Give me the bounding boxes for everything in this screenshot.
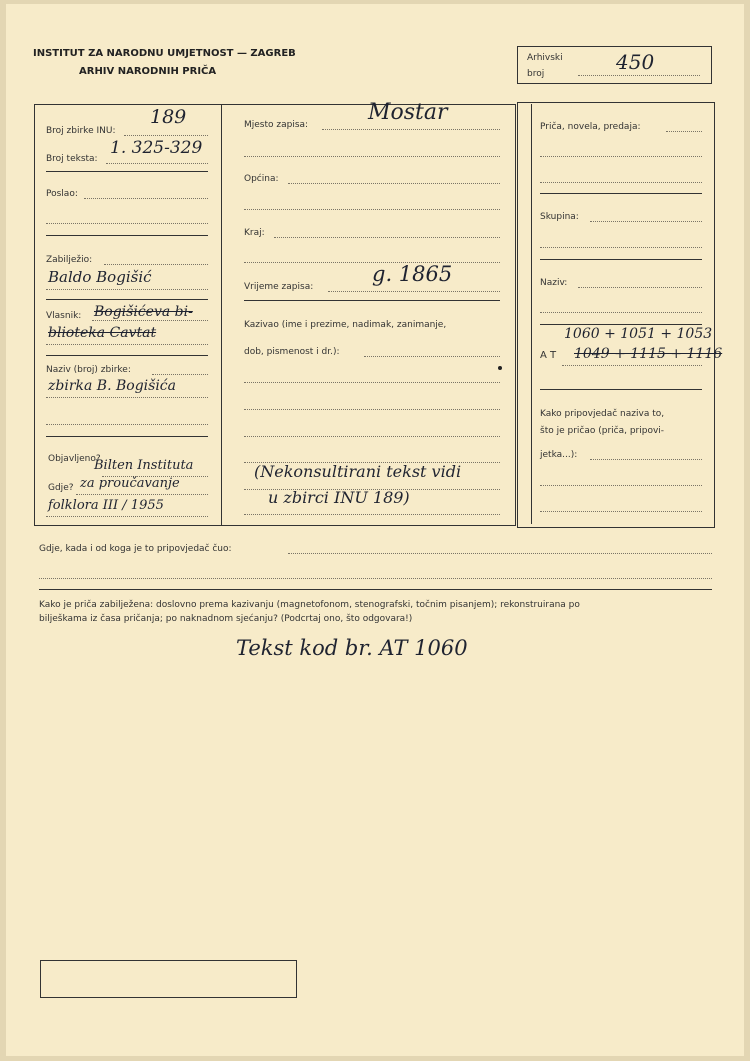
vrijeme-label: Vrijeme zapisa:	[244, 282, 314, 292]
kako-label-3: jetka...):	[540, 450, 578, 460]
gdje-kada-label: Gdje, kada i od koga je to pripovjedač čuo:	[39, 544, 232, 554]
broj-zbirke-label: Broj zbirke INU:	[46, 126, 116, 136]
archive-number-value: 450	[616, 50, 655, 74]
at-label: A T	[540, 350, 557, 361]
prica-label: Priča, novela, predaja:	[540, 122, 641, 132]
naziv-zbirke-label: Naziv (broj) zbirke:	[46, 365, 131, 375]
mjesto-label: Mjesto zapisa:	[244, 120, 309, 130]
kako-zabiljezena-line-2: bilješkama iz časa pričanja; po naknadnom sjećanju? (Podcrtaj ono, što odgovara!)	[39, 614, 413, 624]
kako-zabiljezena-line-1: Kako je priča zabilježena: doslovno prema kazivanju (magnetofonom, stenografski, točnim pisanjem); rekonstruirana po	[39, 600, 580, 610]
note-line-2: u zbirci INU 189)	[268, 488, 410, 507]
at-numbers-line-1: 1060 + 1051 + 1053	[564, 326, 713, 342]
vlasnik-label: Vlasnik:	[46, 311, 82, 321]
kazivao-label-2: dob, pismenost i dr.):	[244, 347, 340, 357]
archive-number-box	[517, 46, 712, 84]
mjesto-value: Mostar	[368, 100, 448, 125]
skupina-label: Skupina:	[540, 212, 579, 222]
objavljeno-value-2: za proučavanje	[80, 476, 180, 491]
poslao-label: Poslao:	[46, 189, 78, 199]
vlasnik-value-1: Bogišićeva bi-	[94, 304, 193, 320]
objavljeno-value-1: Bilten Instituta	[94, 458, 194, 473]
institute-title: INSTITUT ZA NARODNU UMJETNOST — ZAGREB	[33, 48, 296, 59]
broj-zbirke-value: 189	[150, 106, 187, 128]
kraj-label: Kraj:	[244, 228, 265, 238]
zabiljezio-label: Zabilježio:	[46, 255, 93, 265]
vrijeme-value: g. 1865	[372, 262, 453, 286]
archive-card	[6, 4, 744, 1056]
kako-label-1: Kako pripovjedač naziva to,	[540, 409, 665, 419]
kazivao-label-1: Kazivao (ime i prezime, nadimak, zanimanje,	[244, 320, 447, 330]
broj-teksta-value: 1. 325-329	[110, 138, 203, 158]
naziv-label: Naziv:	[540, 278, 568, 288]
tekst-note: Tekst kod br. AT 1060	[236, 636, 468, 660]
at-numbers-line-2: 1049 + 1115 + 1116	[574, 346, 723, 362]
vlasnik-value-2: blioteka Cavtat	[48, 325, 157, 341]
broj-teksta-label: Broj teksta:	[46, 154, 98, 164]
archive-title: ARHIV NARODNIH PRIČA	[79, 66, 217, 77]
kako-label-2: što je pričao (priča, pripovi-	[540, 426, 665, 436]
archive-label: Arhivski	[527, 53, 563, 63]
opcina-label: Općina:	[244, 174, 279, 184]
note-line-1: (Nekonsultirani tekst vidi	[254, 462, 462, 481]
bottom-empty-box	[40, 960, 297, 998]
naziv-zbirke-value: zbirka B. Bogišića	[48, 378, 176, 394]
archive-number-label: broj	[527, 69, 545, 79]
objavljeno-label: Objavljeno?	[48, 454, 101, 464]
objavljeno-value-3: folklora III / 1955	[48, 498, 164, 513]
zabiljezio-value: Baldo Bogišić	[48, 268, 152, 286]
gdje-label: Gdje?	[48, 483, 74, 493]
